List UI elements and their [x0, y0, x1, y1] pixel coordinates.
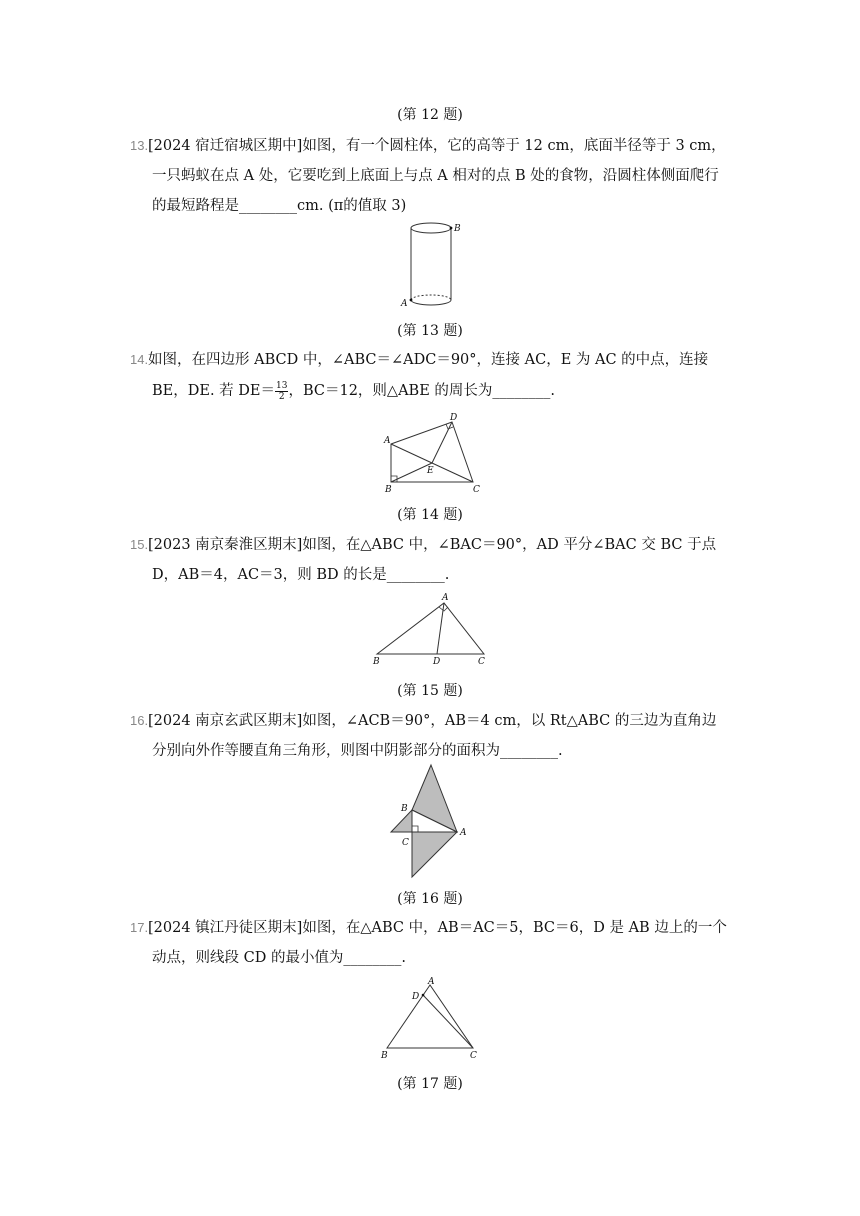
question-number: 14. — [130, 352, 149, 367]
label-a: A — [460, 828, 467, 838]
label-a: A — [428, 977, 435, 987]
question-text-line: 一只蚂蚁在点 A 处，它要吃到上底面上与点 A 相对的点 B 处的食物，沿圆柱体侧面爬行 — [152, 168, 719, 184]
label-a: A — [442, 593, 449, 603]
fraction-denominator: 2 — [278, 391, 285, 402]
figure-q14-quadrilateral — [378, 410, 483, 494]
fraction-13-over-2 — [275, 381, 288, 402]
label-a: A — [384, 436, 391, 446]
figure-q16-triangles — [387, 763, 477, 881]
point-d — [422, 994, 425, 997]
caption-q16: (第 16 题) — [397, 891, 463, 907]
label-b: B — [385, 485, 392, 494]
label-e: E — [427, 466, 434, 476]
question-text-line: D，AB＝4，AC＝3，则 BD 的长是________. — [152, 567, 450, 583]
label-d: D — [433, 657, 441, 667]
question-text-line: [2024 宿迁宿城区期中]如图，有一个圆柱体，它的高等于 12 cm，底面半径等于 3 cm， — [148, 138, 726, 154]
caption-q17: (第 17 题) — [397, 1076, 463, 1092]
question-number: 15. — [130, 537, 149, 552]
triangle-abc — [387, 985, 473, 1048]
label-b: B — [373, 657, 380, 667]
label-c: C — [478, 657, 485, 667]
question-number: 13. — [130, 138, 149, 153]
caption-q14: (第 14 题) — [397, 507, 463, 523]
question-16 — [130, 706, 730, 766]
caption-q12: (第 12 题) — [397, 107, 463, 123]
question-14 — [130, 345, 730, 409]
question-15 — [130, 530, 730, 590]
question-text-line: 如图，在四边形 ABCD 中，∠ABC＝∠ADC＝90°，连接 AC，E 为 AC 的中点，连接 — [148, 352, 709, 368]
label-b: B — [401, 804, 408, 814]
question-text-line: 的最短路程是________cm. (π的值取 3) — [152, 198, 407, 214]
question-17 — [130, 913, 730, 973]
figure-q13-cylinder — [395, 218, 470, 312]
label-a: A — [401, 299, 408, 309]
fraction-numerator: 13 — [276, 380, 288, 391]
text-segment: ，BC＝12，则△ABE 的周长为________. — [288, 383, 556, 399]
question-text-line: 动点，则线段 CD 的最小值为________. — [152, 950, 407, 966]
question-13 — [130, 131, 730, 221]
point-a — [410, 299, 413, 302]
point-b — [450, 227, 453, 230]
question-text-line: [2023 南京秦淮区期末]如图，在△ABC 中，∠BAC＝90°，AD 平分∠BAC 交 BC 于点 — [148, 537, 717, 553]
cylinder-bottom-front — [411, 300, 451, 305]
question-number: 17. — [130, 920, 149, 935]
label-c: C — [470, 1051, 477, 1061]
caption-q15: (第 15 题) — [397, 683, 463, 699]
label-b: B — [454, 224, 461, 234]
label-d: D — [450, 413, 458, 423]
question-text-line — [152, 376, 555, 406]
figure-q15-triangle — [370, 590, 495, 668]
label-b: B — [381, 1051, 388, 1061]
shaded-triangle-on-ac — [412, 832, 457, 877]
label-c: C — [473, 485, 480, 494]
segment-cd — [423, 995, 473, 1048]
label-c: C — [402, 838, 409, 848]
figure-q17-triangle — [378, 975, 488, 1061]
cylinder-bottom-back — [411, 295, 451, 300]
question-number: 16. — [130, 713, 149, 728]
cylinder-top-ellipse — [411, 223, 451, 233]
triangle-abc — [377, 603, 484, 654]
text-segment: BE，DE. 若 DE＝ — [152, 383, 275, 399]
label-d: D — [412, 992, 420, 1002]
question-text-line: 分别向外作等腰直角三角形，则图中阴影部分的面积为________. — [152, 743, 563, 759]
caption-q13: (第 13 题) — [397, 323, 463, 339]
question-text-line: [2024 镇江丹徒区期末]如图，在△ABC 中，AB＝AC＝5，BC＝6，D 是 AB 边上的一个 — [148, 920, 727, 936]
question-text-line: [2024 南京玄武区期末]如图，∠ACB＝90°，AB＝4 cm，以 Rt△ABC 的三边为直角边 — [148, 713, 717, 729]
